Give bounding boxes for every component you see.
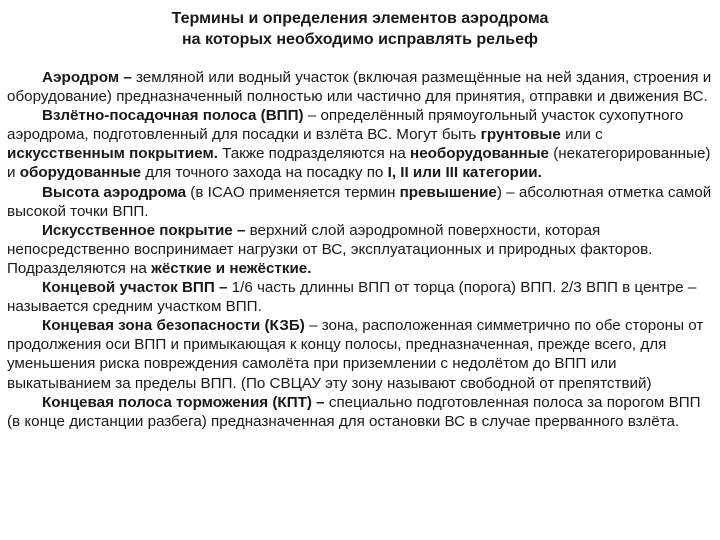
term-bold-text: Концевой участок ВПП –	[42, 279, 228, 297]
title-line-1: Термины и определения элементов аэродрома	[171, 10, 549, 27]
term-bold-text: Концевая зона безопасности (КЗБ)	[42, 317, 305, 335]
definition-text: ) – абсолютная отметка самой высокой точки ВПП.	[7, 183, 712, 220]
term-bold-text: жёсткие и нежёсткие.	[151, 259, 312, 277]
definition-text: (некатегорированные) и	[7, 145, 711, 182]
term-bold-text: оборудованные	[19, 164, 142, 182]
title-line-2: на которых необходимо исправлять рельеф	[182, 31, 538, 48]
definition-text: – зона, расположенная симметрично по обе стороны от продолжения оси ВПП и примыкающая к концу полосы, предназначенная, прежде всего, для уменьшения риска повреждения самолёта при приземлении с недолётом до ВПП или выкатыванием за пределы ВПП. (По СВЦАУ эту зону называют свободной от препятствий)	[7, 317, 704, 392]
term-bold-text: Искусственное покрытие –	[42, 221, 246, 239]
term-bold-text: грунтовые	[480, 126, 561, 144]
definition-text: верхний слой аэродромной поверхности, которая непосредственно воспринимает нагрузки от ВС, эксплуатационных и природных факторов. Подразделяются на	[7, 221, 653, 277]
definition-text: Также подразделяются на	[217, 145, 411, 163]
term-bold-text: Высота аэродрома	[42, 183, 187, 201]
definition-aerodrom	[7, 68, 714, 106]
definitions-body	[7, 68, 714, 431]
definition-text: земляной или водный участок (включая размещённые на ней здания, строения и оборудование) предназначенный полностью или частично для принятия, отправки и движения ВС.	[7, 69, 712, 106]
definition-pokrytie	[7, 221, 714, 278]
definition-kpt	[7, 393, 714, 431]
definition-text: (в ICAO применяется термин	[186, 183, 400, 201]
definition-text: специально подготовленная полоса за порогом ВПП (в конце дистанции разбега) предназначенная для остановки ВС в случае прерванного взлёта.	[7, 393, 701, 430]
definition-koncevoy-uchastok	[7, 278, 714, 316]
definition-text: 1/6 часть длинны ВПП от торца (порога) ВПП. 2/3 ВПП в центре – называется средним участком ВПП.	[7, 279, 697, 316]
definition-kzb	[7, 316, 714, 392]
term-bold-text: искусственным покрытием.	[7, 145, 218, 163]
term-bold-text: Аэродром –	[42, 69, 137, 86]
term-bold-text: I, II или III категории.	[387, 164, 542, 182]
term-bold-text: превышение	[399, 183, 497, 201]
definition-vpp	[7, 106, 714, 182]
definition-text: – определённый прямоугольный участок сухопутного аэродрома, подготовленный для посадки и взлёта ВС. Могут быть	[7, 107, 684, 144]
term-bold-text: необорудованные	[410, 145, 549, 163]
definition-text: для точного захода на посадку по	[141, 164, 388, 182]
slide-title	[0, 8, 720, 50]
definition-text: или с	[560, 126, 603, 144]
term-bold-text: Взлётно-посадочная полоса (ВПП)	[42, 107, 304, 125]
term-bold-text: Концевая полоса торможения (КПТ) –	[42, 393, 325, 411]
definition-vysota	[7, 183, 714, 221]
